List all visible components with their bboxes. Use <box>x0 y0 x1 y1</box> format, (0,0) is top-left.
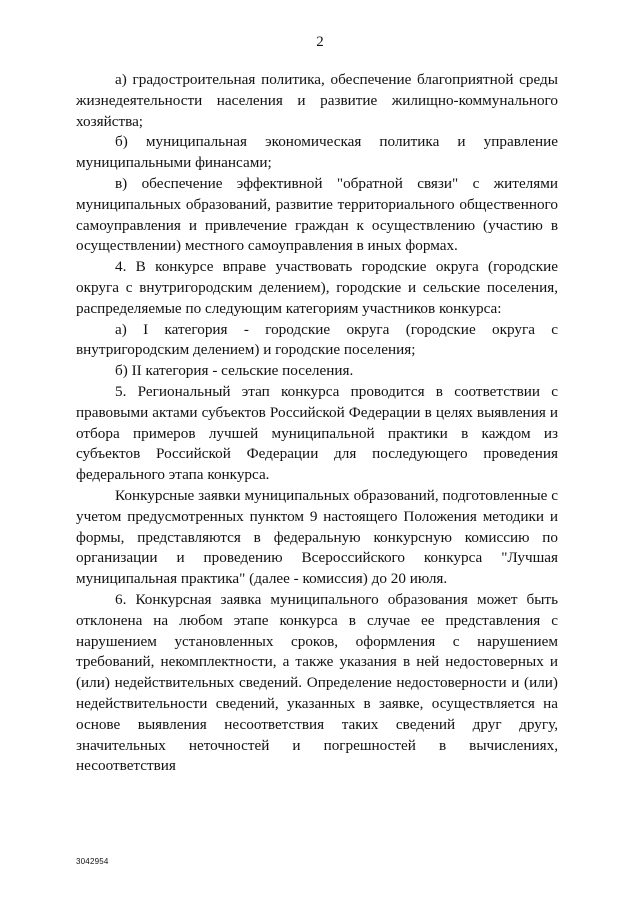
paragraph-section-5: 5. Региональный этап конкурса проводится в соответствии с правовыми актами субъектов Российской Федерации в целях выявления и отбора примеров лучшей муниципальной практики в каждом из субъектов Российской Федерации для последующего проведения федерального этапа конкурса. <box>76 382 558 484</box>
paragraph-applications: Конкурсные заявки муниципальных образований, подготовленные с учетом предусмотренных пунктом 9 настоящего Положения методики и формы, представляются в федеральную конкурсную комиссию по организации и проведению Всероссийского конкурса "Лучшая муниципальная практика" (далее - комиссия) до 20 июля. <box>76 486 558 588</box>
paragraph-category-1: а) I категория - городские округа (городские округа с внутригородским делением) и городские поселения; <box>76 320 558 359</box>
paragraph-section-4: 4. В конкурсе вправе участвовать городские округа (городские округа с внутригородским делением), городские и сельские поселения, распределяемые по следующим категориям участников конкурса: <box>76 258 558 317</box>
document-body <box>76 70 558 777</box>
document-code: 3042954 <box>76 857 109 866</box>
paragraph-section-6: 6. Конкурсная заявка муниципального образования может быть отклонена на любом этапе конкурса в случае ее представления с нарушением установленных сроков, оформления с нарушением требований, некомплектности, а также указания в ней недостоверных и (или) недействительных сведений. Определение недостоверности и (или) недействительности сведений, указанных в заявке, осуществляется на основе выявления несоответствия таких сведений друг другу, значительных неточностей и погрешностей в вычислениях, несоответствия <box>76 590 558 775</box>
paragraph-item-a: а) градостроительная политика, обеспечение благоприятной среды жизнедеятельности населения и развитие жилищно-коммунального хозяйства; <box>76 71 558 130</box>
paragraph-category-2: б) II категория - сельские поселения. <box>115 362 354 380</box>
page-number: 2 <box>316 34 324 50</box>
paragraph-item-b: б) муниципальная экономическая политика и управление муниципальными финансами; <box>76 133 558 172</box>
paragraph-item-v: в) обеспечение эффективной "обратной связи" с жителями муниципальных образований, развитие территориального общественного самоуправления и привлечение граждан к осуществлению (участию в осуществлении) местного самоуправления в иных формах. <box>76 174 558 255</box>
